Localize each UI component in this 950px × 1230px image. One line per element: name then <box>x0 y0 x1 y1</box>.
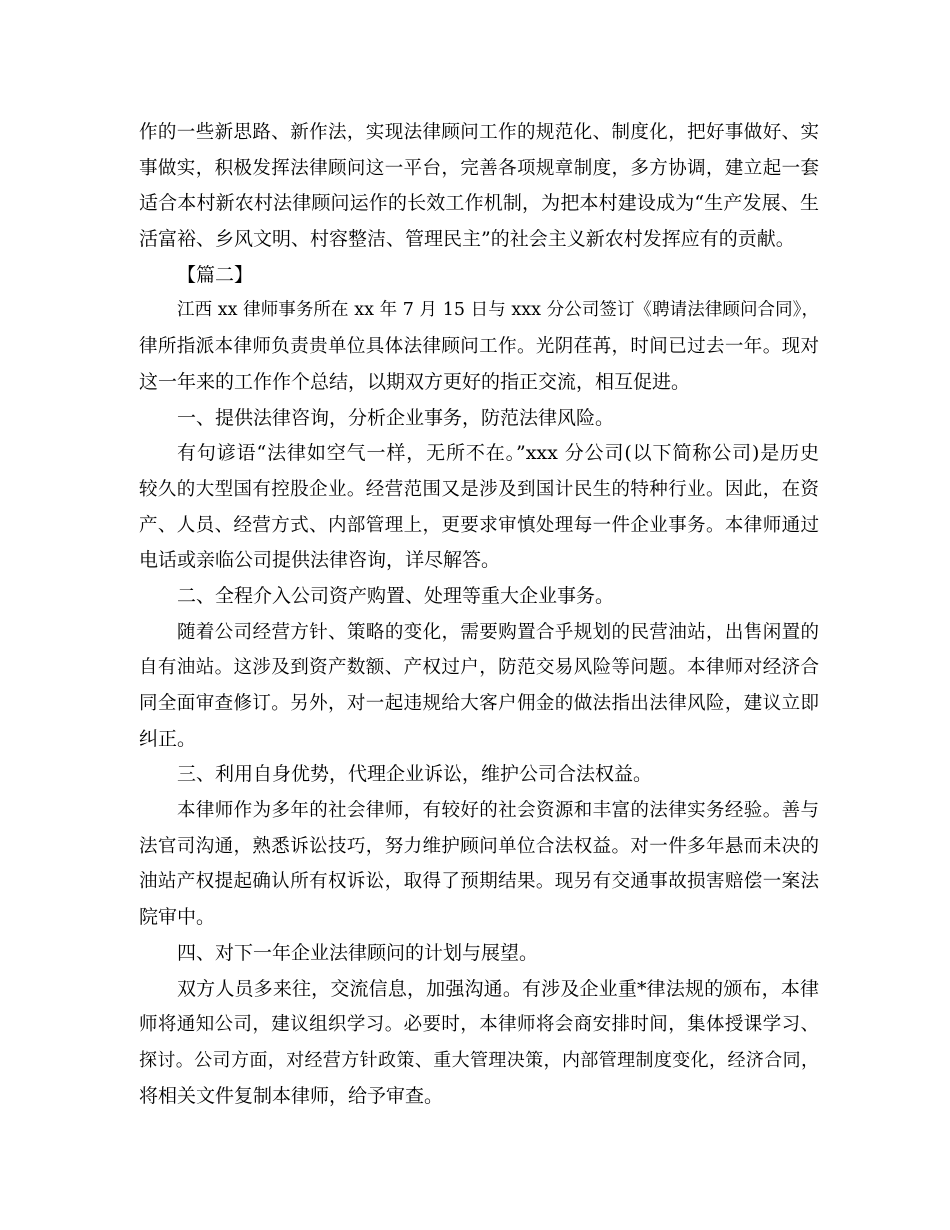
text-line: 院审中。 <box>139 906 216 929</box>
text-line: 随着公司经营方针、策略的变化，需要购置合乎规划的民营油站，出售闲置的 <box>177 621 819 643</box>
text-line: 事做实，积极发挥法律顾问这一平台，完善各项规章制度，多方协调，建立起一套 <box>139 157 819 179</box>
text-line: 作的一些新思路、新作法，实现法律顾问工作的规范化、制度化，把好事做好、实 <box>139 122 819 143</box>
text-line: 将相关文件复制本律师，给予审查。 <box>139 1084 444 1107</box>
text-line: 探讨。公司方面，对经营方针政策、重大管理决策，内部管理制度变化，经济合同， <box>139 1049 819 1071</box>
text-line: 纠正。 <box>139 727 197 750</box>
text-line: 较久的大型国有控股企业。经营范围又是涉及到国计民生的特种行业。因此，在资 <box>139 478 819 500</box>
text-line: 这一年来的工作作个总结，以期双方更好的指正交流，相互促进。 <box>139 370 691 393</box>
document-body <box>139 115 819 1114</box>
text-line: 适合本村新农村法律顾问运作的长效工作机制，为把本村建设成为“生产发展、生 <box>139 192 819 215</box>
text-line: 油站产权提起确认所有权诉讼，取得了预期结果。现另有交通事故损害赔偿一案法 <box>139 871 819 893</box>
text-line: 师将通知公司，建议组织学习。必要时，本律师将会商安排时间，集体授课学习、 <box>139 1014 819 1036</box>
text-line: 产、人员、经营方式、内部管理上，更要求审慎处理每一件企业事务。本律师通过 <box>139 514 819 536</box>
text-line: 活富裕、乡风文明、村容整洁、管理民主”的社会主义新农村发挥应有的贡献。 <box>139 228 795 251</box>
text-line: 一、提供法律咨询，分析企业事务，防范法律风险。 <box>177 406 615 429</box>
text-line: 双方人员多来往，交流信息，加强沟通。有涉及企业重*律法规的颁布，本律 <box>177 977 819 1000</box>
text-line: 同全面审查修订。另外，对一起违规给大客户佣金的做法指出法律风险，建议立即 <box>139 693 819 714</box>
text-line: 律所指派本律师负责贵单位具体法律顾问工作。光阴荏苒，时间已过去一年。现对 <box>139 336 819 358</box>
text-line: 江西 xx 律师事务所在 xx 年 7 月 15 日与 xxx 分公司签订《聘请法律顾问合同》， <box>177 300 819 321</box>
text-line: 法官司沟通，熟悉诉讼技巧，努力维护顾问单位合法权益。对一件多年悬而未决的 <box>139 835 819 857</box>
text-line: 【篇二】 <box>177 263 254 286</box>
text-line: 三、利用自身优势，代理企业诉讼，维护公司合法权益。 <box>177 763 653 786</box>
text-line: 四、对下一年企业法律顾问的计划与展望。 <box>177 941 539 964</box>
text-line: 二、全程介入公司资产购置、处理等重大企业事务。 <box>177 584 615 607</box>
text-line: 电话或亲临公司提供法律咨询，详尽解答。 <box>139 549 501 572</box>
text-line: 本律师作为多年的社会律师，有较好的社会资源和丰富的法律实务经验。善与 <box>177 800 819 822</box>
text-line: 自有油站。这涉及到资产数额、产权过户，防范交易风险等问题。本律师对经济合 <box>139 657 819 679</box>
text-line: 有句谚语“法律如空气一样，无所不在。”xxx 分公司(以下简称公司)是历史 <box>177 442 819 465</box>
